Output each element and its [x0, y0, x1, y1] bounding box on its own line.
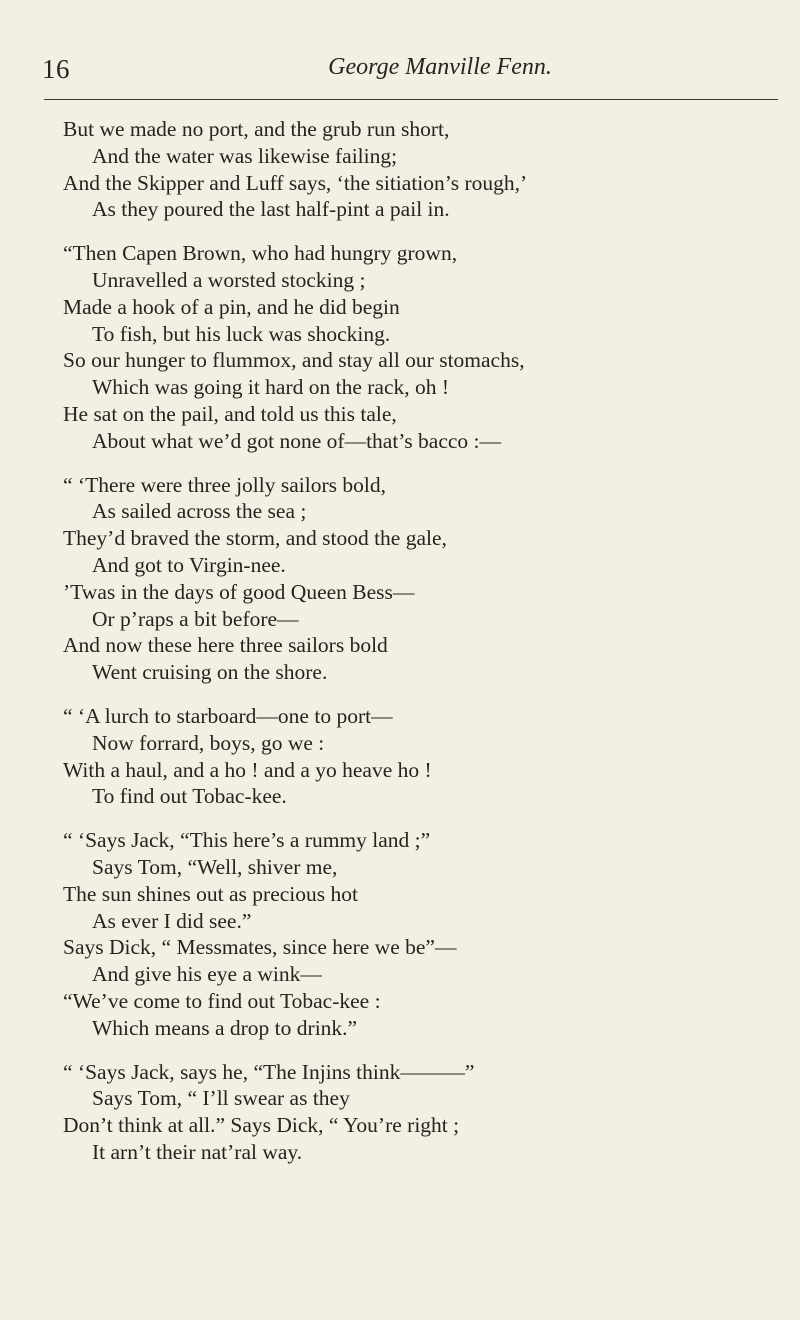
page-number: 16	[42, 54, 70, 84]
poem-line: “ ‘A lurch to starboard—one to port—	[63, 704, 393, 728]
page-header	[0, 54, 800, 100]
poem-line: And the water was likewise failing;	[92, 144, 398, 168]
poem-line: “ ‘Says Jack, “This here’s a rummy land ;”	[63, 828, 431, 852]
poem-line: “We’ve come to find out Tobac-kee :	[63, 989, 381, 1013]
poem-line: Went cruising on the shore.	[92, 660, 328, 684]
poem-line: The sun shines out as precious hot	[63, 882, 358, 906]
poem-line: As ever I did see.”	[92, 909, 252, 933]
poem-line: Says Tom, “Well, shiver me,	[92, 855, 338, 879]
header-rule	[44, 99, 778, 100]
poem-line: And the Skipper and Luff says, ‘the sitiation’s rough,’	[63, 171, 528, 195]
poem-line: Says Dick, “ Messmates, since here we be”—	[63, 935, 457, 959]
poem-line: Which means a drop to drink.”	[92, 1016, 358, 1040]
poem-line: Which was going it hard on the rack, oh !	[92, 375, 450, 399]
poem-line: ’Twas in the days of good Queen Bess—	[63, 580, 415, 604]
poem-line: And give his eye a wink—	[92, 962, 322, 986]
poem-line: With a haul, and a ho ! and a yo heave ho !	[63, 758, 432, 782]
poem-line: And got to Virgin-nee.	[92, 553, 286, 577]
poem-line: But we made no port, and the grub run short,	[63, 117, 450, 141]
poem-line: Now forrard, boys, go we :	[92, 731, 325, 755]
poem-line: “ ‘There were three jolly sailors bold,	[63, 473, 386, 497]
poem-line: “Then Capen Brown, who had hungry grown,	[63, 241, 458, 265]
poem-line: To find out Tobac-kee.	[92, 784, 287, 808]
poem-line: “ ‘Says Jack, says he, “The Injins think———”	[63, 1060, 475, 1084]
poem-line: As they poured the last half-pint a pail in.	[92, 197, 450, 221]
poem-line: Made a hook of a pin, and he did begin	[63, 295, 400, 319]
poem-line: He sat on the pail, and told us this tale,	[63, 402, 397, 426]
poem-line: As sailed across the sea ;	[92, 499, 307, 523]
poem-line: And now these here three sailors bold	[63, 633, 388, 657]
running-title: George Manville Fenn.	[328, 54, 552, 80]
poem-line: Unravelled a worsted stocking ;	[92, 268, 366, 292]
poem-line: Says Tom, “ I’ll swear as they	[92, 1086, 350, 1110]
poem-line: They’d braved the storm, and stood the gale,	[63, 526, 447, 550]
poem-line: So our hunger to flummox, and stay all our stomachs,	[63, 348, 525, 372]
poem-line: Or p’raps a bit before—	[92, 607, 299, 631]
poem-line: About what we’d got none of—that’s bacco :—	[92, 429, 502, 453]
poem-line: It arn’t their nat’ral way.	[92, 1140, 303, 1164]
poem-line: To fish, but his luck was shocking.	[92, 322, 391, 346]
poem-line: Don’t think at all.” Says Dick, “ You’re right ;	[63, 1113, 460, 1137]
